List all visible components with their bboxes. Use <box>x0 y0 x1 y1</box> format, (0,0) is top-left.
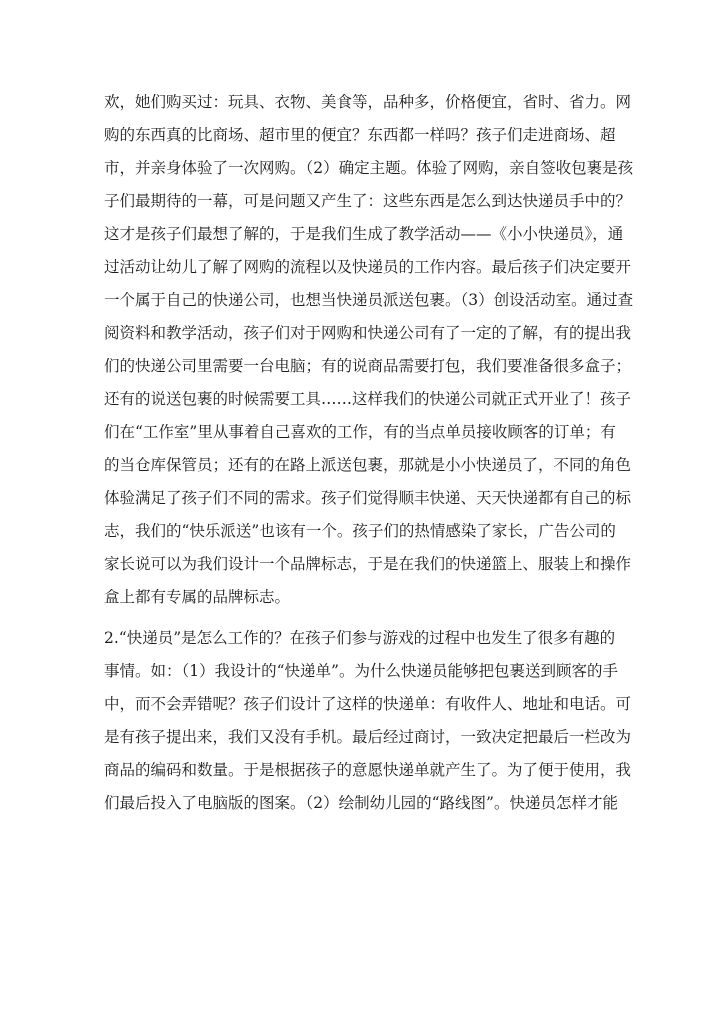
text-line: 们的快递公司里需要一台电脑；有的说商品需要打包，我们要准备很多盒子； <box>104 357 632 375</box>
text-line: 志，我们的“快乐派送”也该有一个。孩子们的热情感染了家长，广告公司的 <box>104 522 616 540</box>
text-line: 们最后投入了电脑版的图案。（2）绘制幼儿园的“路线图”。快递员怎样才能 <box>104 794 618 812</box>
text-line: 2.“快递员”是怎么工作的？在孩子们参与游戏的过程中也发生了很多有趣的 <box>104 629 616 647</box>
text-line: 是有孩子提出来，我们又没有手机。最后经过商讨，一致决定把最后一栏改为 <box>104 728 632 746</box>
body-text <box>104 86 634 828</box>
text-line: 们在“工作室”里从事着自己喜欢的工作，有的当点单员接收顾客的订单；有 <box>104 423 616 441</box>
text-line: 欢，她们购买过：玩具、衣物、美食等，品种多，价格便宜，省时、省力。网 <box>104 93 632 111</box>
text-line: 这才是孩子们最想了解的，于是我们生成了教学活动——《小小快递员》，通 <box>104 225 624 243</box>
text-line: 阅资料和教学活动，孩子们对于网购和快递公司有了一定的了解，有的提出我 <box>104 324 632 342</box>
text-line: 还有的说送包裹的时候需要工具……这样我们的快递公司就正式开业了！孩子 <box>104 390 632 408</box>
text-line: 市，并亲身体验了一次网购。（2）确定主题。体验了网购，亲自签收包裹是孩 <box>104 159 634 177</box>
paragraph-2 <box>104 622 632 820</box>
text-line: 的当仓库保管员；还有的在路上派送包裹，那就是小小快递员了，不同的角色 <box>104 456 632 474</box>
text-line: 一个属于自己的快递公司，也想当快递员派送包裹。（3）创设活动室。通过查 <box>104 291 634 309</box>
text-line: 体验满足了孩子们不同的需求。孩子们觉得顺丰快递、天天快递都有自己的标 <box>104 489 632 507</box>
paragraph-1 <box>104 86 634 614</box>
text-line: 事情。如：（1）我设计的“快递单”。为什么快递员能够把包裹送到顾客的手 <box>104 662 618 680</box>
text-line: 子们最期待的一幕，可是问题又产生了：这些东西是怎么到达快递员手中的？ <box>104 192 632 210</box>
text-line: 中，而不会弄错呢？孩子们设计了这样的快递单：有收件人、地址和电话。可 <box>104 695 632 713</box>
text-line: 家长说可以为我们设计一个品牌标志，于是在我们的快递篮上、服装上和操作 <box>104 555 632 573</box>
text-line: 购的东西真的比商场、超市里的便宜？东西都一样吗？孩子们走进商场、超 <box>104 126 616 144</box>
text-line: 盒上都有专属的品牌标志。 <box>104 588 291 606</box>
text-line: 过活动让幼儿了解了网购的流程以及快递员的工作内容。最后孩子们决定要开 <box>104 258 632 276</box>
text-line: 商品的编码和数量。于是根据孩子的意愿快递单就产生了。为了便于使用，我 <box>104 761 632 779</box>
